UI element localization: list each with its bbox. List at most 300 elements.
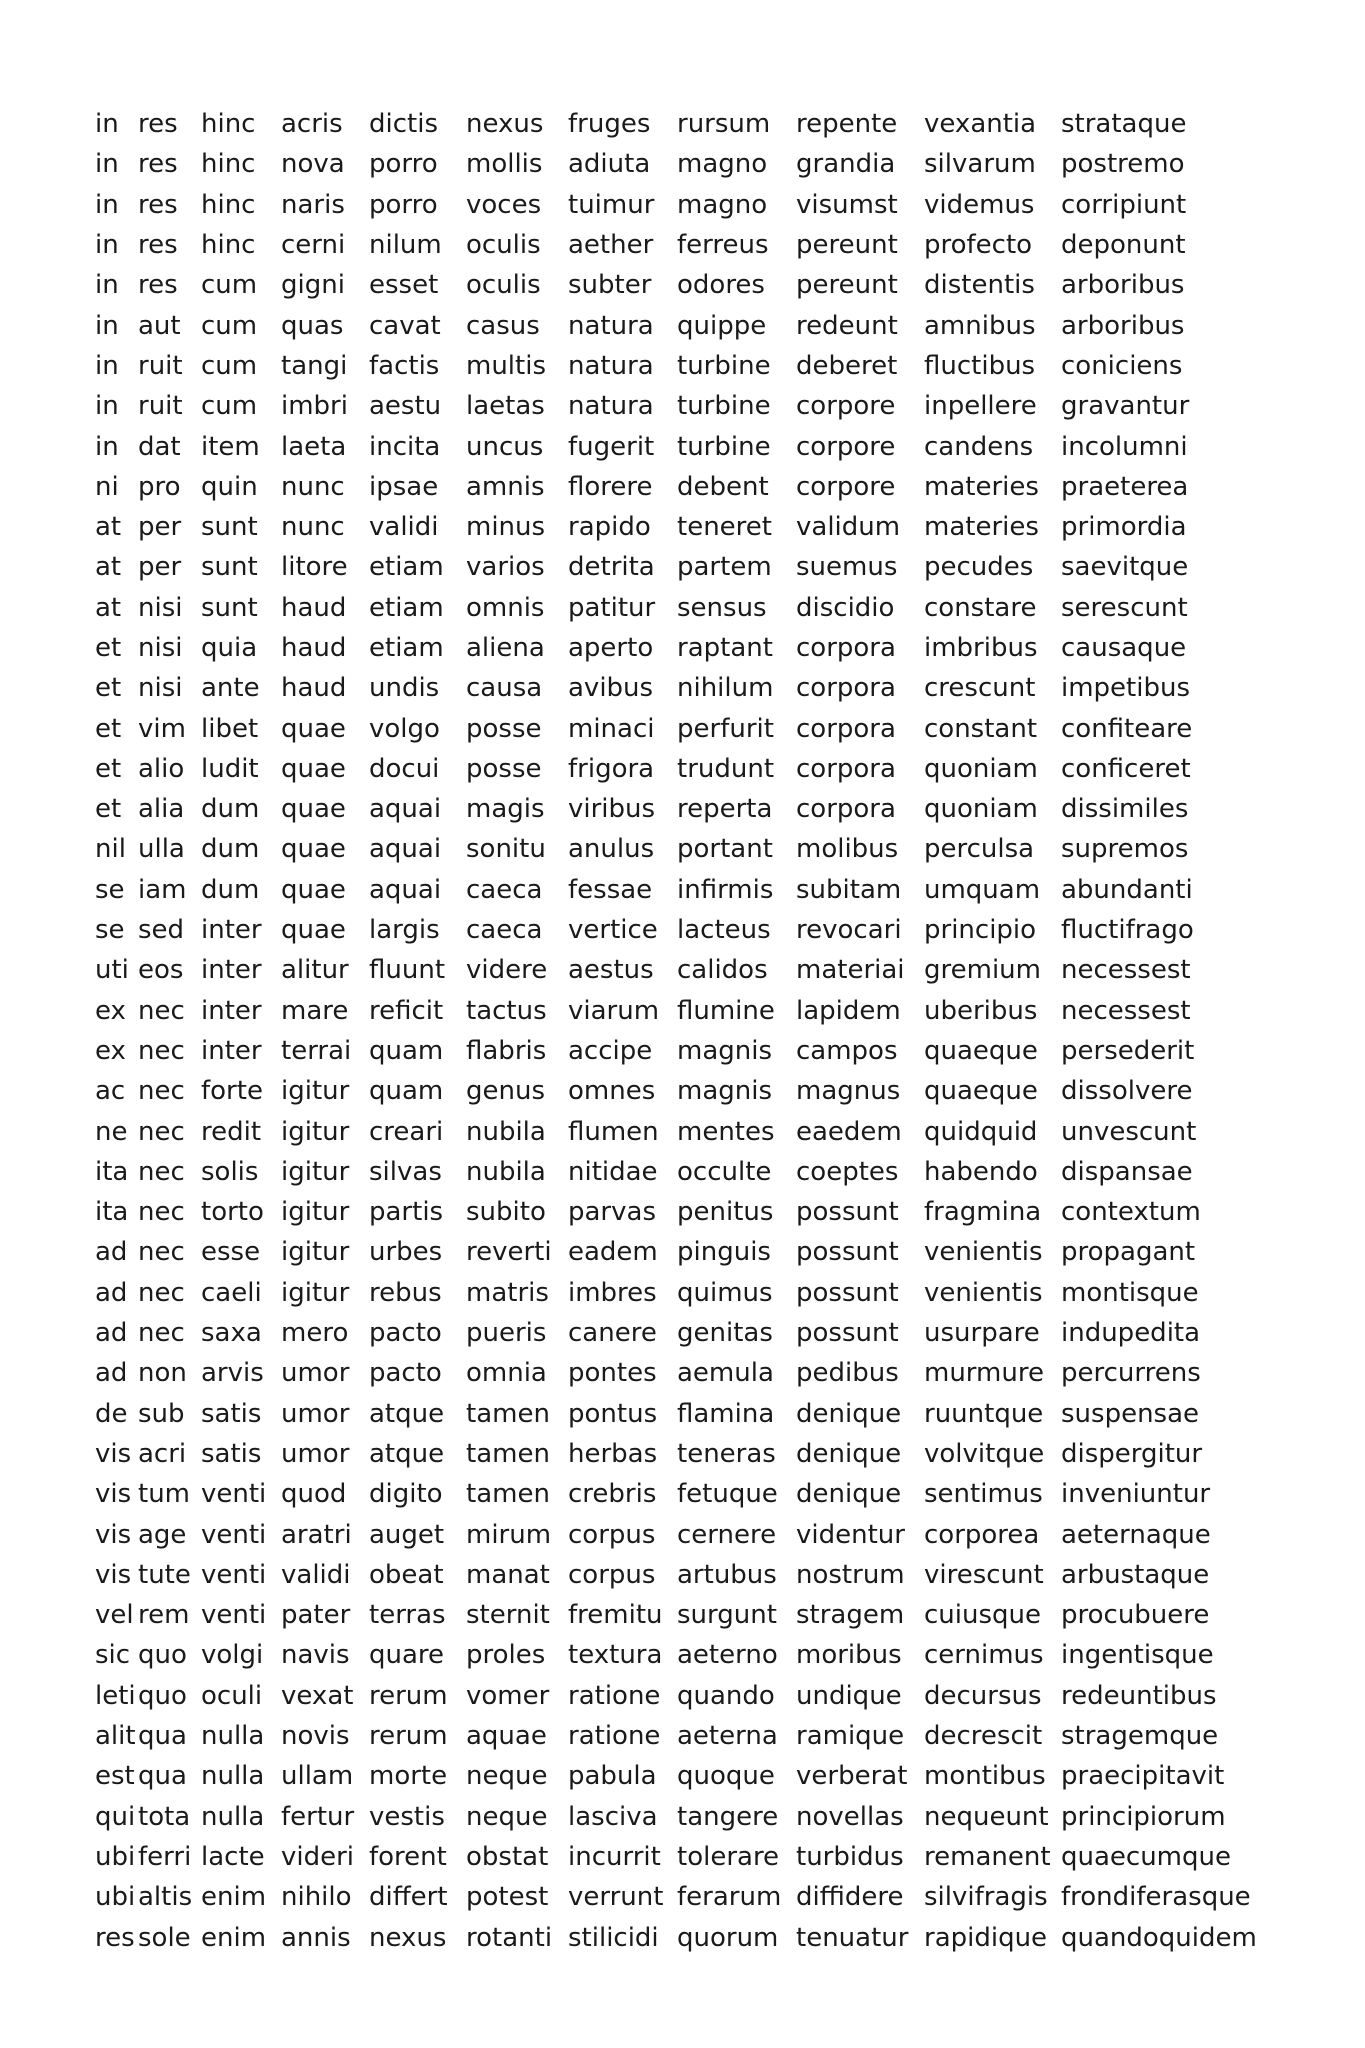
word-cell: ipsae (369, 471, 439, 502)
word-cell: leti (95, 1680, 136, 1711)
word-cell: genus (466, 1076, 546, 1107)
word-cell: res (95, 1922, 135, 1953)
word-cell: qua (138, 1721, 187, 1752)
word-cell: flabris (466, 1035, 547, 1066)
word-cell: posse (466, 753, 542, 784)
word-cell: nulla (201, 1761, 265, 1792)
word-cell: pacto (369, 1358, 442, 1389)
word-cell: campos (796, 1035, 898, 1066)
word-cell: igitur (281, 1277, 350, 1308)
word-cell: nitidae (568, 1156, 658, 1187)
word-cell: conficeret (1061, 753, 1191, 784)
word-cell: atque (369, 1398, 445, 1429)
word-cell: gremium (924, 955, 1041, 986)
word-cell: nec (138, 1156, 185, 1187)
word-cell: sonitu (466, 834, 546, 865)
word-cell: vexat (281, 1680, 354, 1711)
word-cell: florere (568, 471, 653, 502)
word-cell: nulla (201, 1721, 265, 1752)
word-cell: serescunt (1061, 592, 1188, 623)
word-cell: silvas (369, 1156, 442, 1187)
word-cell: nec (138, 995, 185, 1026)
word-cell: litore (281, 552, 348, 583)
word-cell: per (138, 512, 182, 543)
word-cell: etiam (369, 592, 444, 623)
word-cell: ullam (281, 1761, 354, 1792)
word-row (95, 1756, 1271, 1796)
word-cell: de (95, 1398, 128, 1429)
word-cell: aquai (369, 834, 442, 865)
word-cell: stilicidi (568, 1922, 659, 1953)
word-cell: altis (138, 1882, 193, 1913)
word-cell: res (138, 230, 178, 261)
word-cell: visumst (796, 189, 898, 220)
word-cell: torto (201, 1197, 264, 1228)
word-cell: molibus (796, 834, 899, 865)
word-cell: etiam (369, 552, 444, 583)
word-cell: in (95, 189, 119, 220)
word-cell: atque (369, 1438, 445, 1469)
word-cell: occulte (677, 1156, 772, 1187)
word-cell: mare (281, 995, 349, 1026)
word-cell: ratione (568, 1721, 661, 1752)
word-cell: avibus (568, 673, 654, 704)
word-cell: quare (369, 1640, 445, 1671)
word-cell: sic (95, 1640, 131, 1671)
word-cell: denique (796, 1398, 902, 1429)
word-cell: pabula (568, 1761, 657, 1792)
word-cell: partem (677, 552, 772, 583)
word-cell: in (95, 230, 119, 261)
word-cell: cernimus (924, 1640, 1044, 1671)
word-cell: repente (796, 109, 898, 140)
word-cell: uberibus (924, 995, 1038, 1026)
word-cell: percurrens (1061, 1358, 1201, 1389)
word-cell: venientis (924, 1277, 1043, 1308)
word-row (95, 1152, 1271, 1192)
word-cell: viribus (568, 794, 656, 825)
word-row (95, 749, 1271, 789)
word-cell: vis (95, 1479, 132, 1510)
word-cell: infirmis (677, 874, 774, 905)
word-cell: quorum (677, 1922, 779, 1953)
word-cell: quoque (677, 1761, 775, 1792)
word-cell: indupedita (1061, 1318, 1201, 1349)
word-cell: alit (95, 1721, 136, 1752)
word-cell: eos (138, 955, 184, 986)
word-cell: perculsa (924, 834, 1035, 865)
word-cell: saxa (201, 1318, 262, 1349)
word-cell: quo (138, 1640, 187, 1671)
word-cell: nisi (138, 673, 183, 704)
word-cell: venti (201, 1559, 267, 1590)
word-cell: corpora (796, 753, 896, 784)
word-cell: quandoquidem (1061, 1922, 1257, 1953)
word-cell: libet (201, 713, 259, 744)
word-cell: corpora (796, 673, 896, 704)
word-cell: candens (924, 431, 1034, 462)
word-cell: matris (466, 1277, 549, 1308)
word-cell: morte (369, 1761, 448, 1792)
word-cell: suspensae (1061, 1398, 1200, 1429)
word-cell: reverti (466, 1237, 552, 1268)
word-cell: potest (466, 1882, 549, 1913)
word-cell: hinc (201, 149, 256, 180)
word-cell: auget (369, 1519, 445, 1550)
word-cell: terras (369, 1600, 446, 1631)
word-cell: nisi (138, 592, 183, 623)
word-cell: tute (138, 1559, 191, 1590)
word-row (95, 1917, 1271, 1957)
word-cell: imbres (568, 1277, 657, 1308)
word-cell: reperta (677, 794, 773, 825)
word-cell: nostrum (796, 1559, 905, 1590)
word-cell: nubila (466, 1156, 546, 1187)
word-cell: videmus (924, 189, 1035, 220)
word-cell: deponunt (1061, 230, 1186, 261)
word-cell: alitur (281, 955, 349, 986)
word-row (95, 1474, 1271, 1514)
word-cell: decrescit (924, 1721, 1043, 1752)
word-cell: hinc (201, 109, 256, 140)
word-cell: quaeque (924, 1076, 1038, 1107)
word-cell: omnes (568, 1076, 656, 1107)
word-cell: portant (677, 834, 773, 865)
word-cell: esse (201, 1237, 261, 1268)
word-cell: ad (95, 1237, 128, 1268)
word-cell: denique (796, 1479, 902, 1510)
word-cell: possunt (796, 1197, 899, 1228)
word-cell: etiam (369, 633, 444, 663)
word-cell: usurpare (924, 1318, 1040, 1349)
word-cell: patitur (568, 592, 656, 623)
word-cell: magnis (677, 1076, 773, 1107)
word-cell: aut (138, 310, 181, 341)
word-cell: ruit (138, 350, 183, 381)
word-cell: strataque (1061, 109, 1187, 140)
word-cell: ex (95, 1035, 126, 1066)
word-cell: deberet (796, 350, 898, 381)
word-cell: videre (466, 955, 548, 986)
word-cell: turbine (677, 350, 771, 381)
word-cell: incurrit (568, 1841, 661, 1872)
word-cell: quoniam (924, 753, 1038, 784)
word-cell: vestis (369, 1801, 445, 1832)
word-cell: aliena (466, 633, 545, 663)
word-row (95, 870, 1271, 910)
word-cell: montibus (924, 1761, 1046, 1792)
word-cell: ingentisque (1061, 1640, 1214, 1671)
word-cell: at (95, 512, 122, 543)
word-cell: fluunt (369, 955, 446, 986)
word-cell: lapidem (796, 995, 901, 1026)
word-cell: ferreus (677, 230, 769, 261)
word-row (95, 829, 1271, 869)
word-cell: turbine (677, 431, 771, 462)
word-cell: frigora (568, 753, 655, 784)
word-row (95, 708, 1271, 748)
word-cell: turbine (677, 391, 771, 422)
word-cell: urbes (369, 1237, 443, 1268)
word-cell: digito (369, 1479, 443, 1510)
word-cell: coeptes (796, 1156, 899, 1187)
word-cell: tactus (466, 995, 547, 1026)
word-cell: nova (281, 149, 345, 180)
word-cell: remanent (924, 1841, 1051, 1872)
word-row (95, 1595, 1271, 1635)
word-cell: at (95, 592, 122, 623)
word-cell: diffidere (796, 1882, 904, 1913)
word-cell: nec (138, 1277, 185, 1308)
word-cell: ni (95, 471, 119, 502)
word-cell: et (95, 794, 122, 825)
word-cell: ita (95, 1197, 129, 1228)
word-cell: necessest (1061, 995, 1191, 1026)
word-cell: subitam (796, 874, 902, 905)
word-cell: obeat (369, 1559, 444, 1590)
word-cell: parvas (568, 1197, 656, 1228)
word-cell: venti (201, 1600, 267, 1631)
word-cell: confiteare (1061, 713, 1193, 744)
word-cell: supremos (1061, 834, 1189, 865)
word-cell: pontes (568, 1358, 657, 1389)
word-cell: cum (201, 350, 258, 381)
word-cell: uncus (466, 431, 544, 462)
word-cell: vexantia (924, 109, 1037, 140)
word-cell: nunc (281, 471, 345, 502)
word-cell: iam (138, 874, 187, 905)
word-row (95, 628, 1271, 668)
word-cell: genitas (677, 1318, 773, 1349)
word-cell: ad (95, 1318, 128, 1349)
word-cell: vomer (466, 1680, 550, 1711)
word-cell: corripiunt (1061, 189, 1187, 220)
word-row (95, 1514, 1271, 1554)
word-cell: principiorum (1061, 1801, 1226, 1832)
word-cell: artubus (677, 1559, 777, 1590)
word-cell: possunt (796, 1237, 899, 1268)
word-cell: se (95, 874, 125, 905)
word-cell: incolumni (1061, 431, 1188, 462)
word-cell: magis (466, 794, 545, 825)
word-cell: tamen (466, 1438, 550, 1469)
word-cell: rerum (369, 1721, 448, 1752)
word-cell: subito (466, 1197, 546, 1228)
word-cell: laetas (466, 391, 545, 422)
word-cell: profecto (924, 230, 1033, 261)
word-cell: igitur (281, 1237, 350, 1268)
word-cell: unvescunt (1061, 1116, 1197, 1147)
word-cell: haud (281, 592, 347, 623)
word-cell: aeterna (677, 1721, 778, 1752)
word-cell: quo (138, 1680, 187, 1711)
word-cell: viarum (568, 995, 660, 1026)
word-cell: dissolvere (1061, 1076, 1193, 1107)
word-cell: mollis (466, 149, 543, 180)
word-cell: naris (281, 189, 345, 220)
word-cell: solis (201, 1156, 259, 1187)
word-cell: venti (201, 1479, 267, 1510)
word-cell: se (95, 915, 125, 946)
word-cell: penitus (677, 1197, 774, 1228)
word-row (95, 265, 1271, 305)
word-row (95, 1031, 1271, 1071)
word-cell: redit (201, 1116, 262, 1147)
word-row (95, 1434, 1271, 1474)
word-cell: creari (369, 1116, 444, 1147)
word-cell: at (95, 552, 122, 583)
word-cell: dum (201, 794, 260, 825)
word-cell: pecudes (924, 552, 1034, 583)
word-cell: quia (201, 633, 258, 663)
word-row (95, 1232, 1271, 1272)
word-cell: casus (466, 310, 540, 341)
word-cell: et (95, 633, 122, 663)
word-cell: moribus (796, 1640, 902, 1671)
word-cell: persederit (1061, 1035, 1195, 1066)
word-cell: pacto (369, 1318, 442, 1349)
word-row (95, 1394, 1271, 1434)
word-row (95, 1353, 1271, 1393)
word-cell: contextum (1061, 1197, 1201, 1228)
word-cell: item (201, 431, 260, 462)
word-row (95, 426, 1271, 466)
word-cell: forte (201, 1076, 263, 1107)
word-cell: praecipitavit (1061, 1761, 1225, 1792)
word-cell: teneret (677, 512, 772, 543)
word-cell: qui (95, 1801, 136, 1832)
word-cell: frondiferasque (1061, 1882, 1251, 1913)
word-cell: natura (568, 350, 654, 381)
word-cell: materies (924, 512, 1039, 543)
word-cell: materiai (796, 955, 905, 986)
word-cell: corpus (568, 1519, 656, 1550)
word-cell: igitur (281, 1197, 350, 1228)
word-row (95, 1635, 1271, 1675)
word-cell: novis (281, 1721, 350, 1752)
word-row (95, 507, 1271, 547)
word-cell: proles (466, 1640, 546, 1671)
word-cell: laeta (281, 431, 347, 462)
word-cell: varios (466, 552, 545, 583)
word-cell: aeterno (677, 1640, 778, 1671)
word-cell: odores (677, 270, 765, 301)
word-cell: igitur (281, 1116, 350, 1147)
word-cell: rem (138, 1600, 190, 1631)
word-cell: caeca (466, 874, 543, 905)
word-cell: res (138, 270, 178, 301)
word-cell: decursus (924, 1680, 1042, 1711)
word-cell: aether (568, 230, 654, 261)
word-row (95, 547, 1271, 587)
word-cell: perfurit (677, 713, 774, 744)
word-cell: nec (138, 1035, 185, 1066)
word-cell: igitur (281, 1076, 350, 1107)
word-cell: ruit (138, 391, 183, 422)
word-cell: eadem (568, 1237, 658, 1268)
word-cell: umquam (924, 874, 1041, 905)
word-cell: imbribus (924, 633, 1038, 663)
word-cell: vertice (568, 915, 658, 946)
word-cell: calidos (677, 955, 768, 986)
word-cell: sensus (677, 592, 767, 623)
word-cell: herbas (568, 1438, 658, 1469)
word-cell: enim (201, 1922, 267, 1953)
word-cell: tangi (281, 350, 348, 381)
word-cell: nihilo (281, 1882, 352, 1913)
word-cell: obstat (466, 1841, 549, 1872)
word-cell: rapido (568, 512, 651, 543)
word-cell: quaecumque (1061, 1841, 1231, 1872)
word-cell: ludit (201, 753, 259, 784)
word-cell: nexus (466, 109, 544, 140)
word-cell: praeterea (1061, 471, 1189, 502)
word-cell: tamen (466, 1398, 550, 1429)
word-row (95, 386, 1271, 426)
word-cell: natura (568, 310, 654, 341)
word-cell: voces (466, 189, 542, 220)
word-cell: materies (924, 471, 1039, 502)
word-cell: coniciens (1061, 350, 1183, 381)
word-cell: pereunt (796, 270, 898, 301)
word-cell: nec (138, 1237, 185, 1268)
word-row (95, 1796, 1271, 1836)
word-cell: pereunt (796, 230, 898, 261)
word-grid (95, 104, 1271, 1958)
word-cell: ramique (796, 1721, 905, 1752)
word-cell: rotanti (466, 1922, 553, 1953)
word-cell: teneras (677, 1438, 776, 1469)
word-cell: inveniuntur (1061, 1479, 1211, 1510)
word-cell: detrita (568, 552, 655, 583)
word-row (95, 1192, 1271, 1232)
word-cell: raptant (677, 633, 773, 663)
word-cell: silvifragis (924, 1882, 1048, 1913)
word-cell: alio (138, 753, 185, 784)
word-cell: gigni (281, 270, 345, 301)
word-row (95, 1877, 1271, 1917)
word-cell: dissimiles (1061, 794, 1189, 825)
word-cell: tenuatur (796, 1922, 909, 1953)
word-cell: eaedem (796, 1116, 902, 1147)
word-cell: rapidique (924, 1922, 1048, 1953)
word-cell: anulus (568, 834, 655, 865)
word-cell: aratri (281, 1519, 352, 1550)
word-cell: quam (369, 1035, 444, 1066)
word-cell: verberat (796, 1761, 908, 1792)
word-cell: pedibus (796, 1358, 899, 1389)
word-cell: flumen (568, 1116, 659, 1147)
word-cell: terrai (281, 1035, 352, 1066)
word-cell: dum (201, 834, 260, 865)
word-cell: turbidus (796, 1841, 904, 1872)
word-cell: inter (201, 1035, 262, 1066)
word-cell: inter (201, 915, 262, 946)
word-cell: navis (281, 1640, 350, 1671)
word-cell: ita (95, 1156, 129, 1187)
word-cell: redeuntibus (1061, 1680, 1217, 1711)
word-cell: rebus (369, 1277, 442, 1308)
word-cell: sentimus (924, 1479, 1043, 1510)
word-cell: sole (138, 1922, 191, 1953)
word-cell: suemus (796, 552, 898, 583)
word-cell: cerni (281, 230, 346, 261)
word-cell: in (95, 350, 119, 381)
word-cell: volgi (201, 1640, 264, 1671)
word-cell: quoniam (924, 794, 1038, 825)
word-row (95, 467, 1271, 507)
word-cell: in (95, 149, 119, 180)
